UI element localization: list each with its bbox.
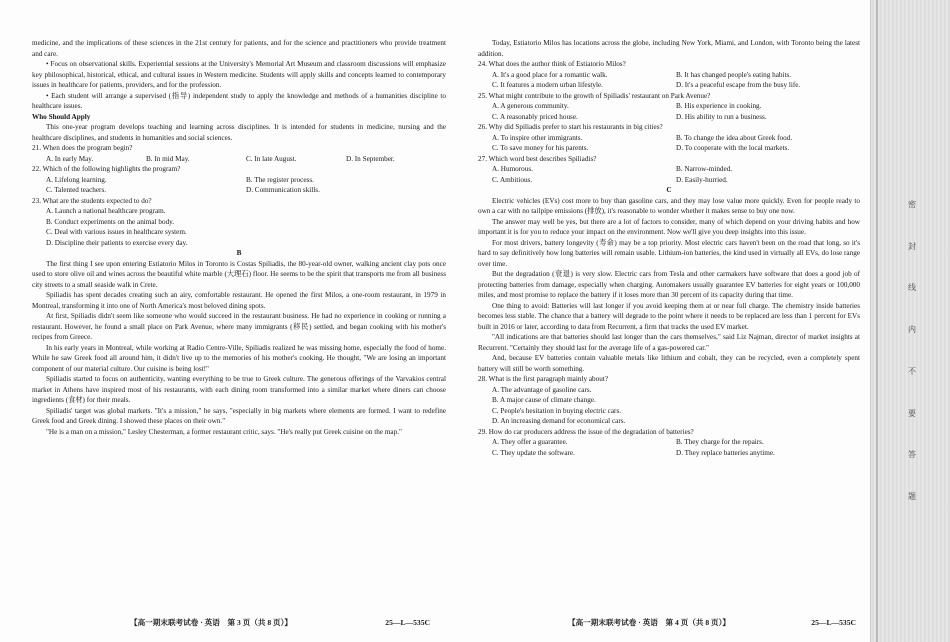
passage-b: [32, 259, 446, 438]
question-stem: 22. Which of the following highlights the program?: [32, 165, 181, 173]
section-b-heading: B: [236, 249, 242, 257]
seal-char: 密: [907, 200, 917, 208]
question-stem: 27. Which word best describes Spiliadis?: [478, 154, 597, 163]
option-b: B. Narrow-minded.: [676, 165, 733, 173]
who-should-apply-text: This one-year program develops teaching and learning across disciplines. It is intended for students in medicine, nursing and the healthcare disciplines, and students in humanities and social sciences.: [32, 123, 446, 142]
option-b: B. A major cause of climate change.: [492, 396, 596, 404]
passage-c-paragraph: "All indications are that batteries should last longer than the cars themselves," said Liz Najman, director of market insights at Recurrent. "Certainly they should last for the average life of a gas-powered car.": [478, 333, 860, 352]
option-d: D. It's a peaceful escape from the busy life.: [676, 81, 801, 89]
passage-b-paragraph: Spiliadis' target was global markets. "It's a mission," he says, "especially in big markets where elements are formed. I want to redefine Greek food and Greek dining. I showed these places on their own.": [32, 406, 446, 425]
passage-a-intro: [32, 38, 446, 112]
question-25: [478, 91, 860, 123]
option-a: A. The advantage of gasoline cars.: [492, 385, 592, 394]
options-list: [478, 437, 860, 458]
question-block-b: [478, 59, 860, 185]
options-list: [478, 164, 860, 185]
footer-exam-title: 【高一期末联考试卷 · 英语 第 3 页（共 8 页）】: [130, 617, 292, 627]
question-stem: 29. How do car producers address the issue of the degradation of batteries?: [478, 427, 694, 436]
option-c: C. People's hesitation in buying electric cars.: [492, 406, 622, 415]
option-d: D. They replace batteries anytime.: [676, 448, 775, 457]
option-c: C. They update the software.: [492, 448, 575, 457]
option-a: A. Launch a national healthcare program.: [46, 207, 166, 215]
passage-b-paragraph: "He is a man on a mission," Lesley Chesterman, a former restaurant critic, says. "He's really put Greek cuisine on the map.": [46, 427, 402, 436]
section-c-heading: C: [666, 186, 672, 194]
seal-char: 不: [907, 366, 917, 375]
passage-c-paragraph: One thing to avoid: Batteries will last longer if you avoid keeping them at or near full charge. The chemistry inside batteries becomes less stable. The chance that a battery will degrade to the point where it needs to be replaced are less than 1 percent for EVs built in 2016 or later, according to data from Recurrent, a firm that tracks the used EV market.: [478, 301, 860, 331]
intro-paragraph-1: medicine, and the implications of these sciences in the 21st century for patients, and for the science and practitioners who provide treatment and care.: [32, 39, 446, 58]
options-list: [32, 154, 446, 165]
option-a: A. In early May.: [46, 154, 94, 163]
options-list: [32, 175, 446, 196]
question-stem: 28. What is the first paragraph mainly about?: [478, 375, 609, 383]
option-a: A. They offer a guarantee.: [492, 438, 568, 446]
question-stem: 23. What are the students expected to do?: [32, 196, 152, 205]
option-b: B. To change the idea about Greek food.: [676, 133, 793, 142]
question-block-a: [32, 143, 446, 248]
passage-b-paragraph: Spiliadis started to focus on authenticity, wanting everything to be true to Greek culture. The generous offerings of the Varvakios central market in Athens have inspired most of his restaurants, with each dining room transformed into a similar market where diners can choose ingredients (食材) for their meals.: [32, 375, 446, 404]
option-a: A. Humorous.: [492, 165, 533, 173]
option-d: D. An increasing demand for economical cars.: [492, 417, 626, 425]
passage-c-paragraph: For most drivers, battery longevity (寿命) may be a top priority. Most electric cars haven't been on the road that long, so it's hard to say definitively how long batteries will remain usable. Lithium-ion batteries, the kind used in virtually all EVs, do lose range over time.: [478, 238, 860, 268]
exam-page-3: [0, 0, 458, 642]
options-list: [478, 133, 860, 154]
option-b: B. They charge for the repairs.: [676, 438, 764, 446]
intro-paragraph-2: • Focus on observational skills. Experiential sessions at the University's Memorial Art Museum and classroom discussions will emphasize key philosophical, historical, ethical, and cultural issues in Western medicine. Students will apply skills and concepts learned to contemporary issues in healthcare for patients, providers, and for the profession.: [32, 60, 446, 89]
passage-b-paragraph: At first, Spiliadis didn't seem like someone who would succeed in the restaurant business. He had no experience in cooking or running a restaurant. However, he found a small place on Park Avenue, where many immigrants (移民) settled, and began cooking with his mother's recipes from Greece.: [32, 312, 446, 341]
question-block-c: [478, 374, 860, 458]
option-b: B. It has changed people's eating habits.: [676, 70, 792, 79]
intro-paragraph-3: • Each student will arrange a supervised (指导) independent study to apply the knowledge and methods of a humanities discipline to healthcare issues.: [32, 91, 446, 110]
footer-exam-title: 【高一期末联考试卷 · 英语 第 4 页（共 8 页）】: [568, 617, 730, 627]
option-c: C. Talented teachers.: [46, 186, 107, 194]
question-29: [478, 427, 860, 459]
option-d: D. In September.: [346, 154, 395, 163]
option-a: A. Lifelong learning.: [46, 175, 107, 184]
seal-char: 封: [907, 241, 917, 250]
option-b: B. In mid May.: [146, 154, 190, 163]
question-stem: 25. What might contribute to the growth of Spiliadis' restaurant on Park Avenue?: [478, 91, 711, 100]
passage-c-paragraph: And, because EV batteries contain valuable metals like lithium and cobalt, they can be recycled, even a completely spent battery will still be worth something.: [478, 354, 860, 373]
passage-b-paragraph: In his early years in Montreal, while working at Radio Centre-Ville, Spiliadis realized he was missing home, especially the food of home. While he saw Greek food all around him, it didn't live up to the memories of his mother's cooking. He thought, "We are losing an important component of our material culture. Our cuisine is being lost!": [32, 343, 446, 373]
passage-b-closing: Today, Estiatorio Milos has locations across the globe, including New York, Miami, and London, with Toronto being the latest addition.: [478, 39, 860, 58]
question-stem: 26. Why did Spiliadis prefer to start his restaurants in big cities?: [478, 123, 663, 131]
binding-line: [876, 0, 878, 642]
question-24: [478, 59, 860, 91]
question-23: [32, 196, 446, 249]
passage-c-paragraph: The answer may well be yes, but there are a lot of factors to consider, many of which depend on your driving habits and how important it is for you to reduce your impact on the environment. Now we'll give you deep insights into this issue.: [478, 217, 860, 236]
question-stem: 21. When does the program begin?: [32, 144, 133, 152]
option-a: A. It's a good place for a romantic walk.: [492, 70, 608, 79]
option-d: D. Easily-hurried.: [676, 175, 728, 184]
exam-page-4: [458, 0, 870, 642]
question-21: [32, 143, 446, 164]
question-27: [478, 154, 860, 186]
option-a: A. A generous community.: [492, 102, 569, 110]
question-28: [478, 374, 860, 427]
seal-char: 题: [907, 491, 917, 500]
options-list: [32, 206, 446, 248]
option-d: D. To cooperate with the local markets.: [676, 144, 790, 152]
option-c: C. Deal with various issues in healthcare system.: [46, 228, 187, 236]
option-b: B. Conduct experiments on the animal body.: [46, 217, 175, 226]
seal-char: 内: [907, 325, 917, 334]
passage-c: [478, 196, 860, 375]
who-should-apply-heading: Who Should Apply: [32, 112, 91, 121]
passage-c-paragraph: But the degradation (衰退) is very slow. Electric cars from Tesla and other carmakers have software that does a good job of protecting batteries from damage, especially when charging. Automakers usually guarantee EV batteries for eight years or 100,000 miles, and most promise to replace the battery if it loses more than 30 percent of its capacity during that time.: [478, 270, 860, 299]
passage-b-paragraph: Spiliadis has spent decades creating such an airy, comfortable restaurant. He opened the first Milos, a one-room restaurant, in 1979 in Montreal, transforming it into one of North America's most beloved dining spots.: [32, 291, 446, 310]
question-22: [32, 164, 446, 196]
question-stem: 24. What does the author think of Estiatorio Milos?: [478, 60, 626, 68]
question-26: [478, 122, 860, 154]
option-c: C. A reasonably priced house.: [492, 112, 578, 121]
seal-notice: [905, 200, 919, 500]
option-c: C. It features a modern urban lifestyle.: [492, 81, 603, 89]
option-c: C. To save money for his parents.: [492, 144, 589, 152]
option-b: B. The register process.: [246, 175, 314, 184]
option-a: A. To inspire other immigrants.: [492, 133, 583, 142]
page-footer: [0, 618, 458, 629]
options-list: [478, 70, 860, 91]
options-list: [478, 385, 860, 427]
seal-char: 答: [907, 450, 917, 459]
passage-c-paragraph: Electric vehicles (EVs) cost more to buy than gasoline cars, and they may lose value more quickly. Even for people ready to own a car with no tailpipe emissions (排放), it's reasonable to wonder whether it makes sense to buy one now.: [478, 196, 860, 215]
passage-b-paragraph: The first thing I see upon entering Estiatorio Milos in Toronto is Costas Spiliadis, the 80-year-old owner, walking ancient clay pots once used to store olive oil and wines across the beautiful white marble (大理石) floor. He seems to be the spirit that transports me from all business city streets to a small seaside walk in Crete.: [32, 259, 446, 289]
option-d: D. His ability to run a business.: [676, 112, 767, 121]
option-c: C. In late August.: [246, 154, 297, 163]
seal-char: 要: [907, 408, 917, 417]
footer-code: 25—L—535C: [385, 617, 430, 627]
page-footer: [458, 618, 870, 629]
options-list: [478, 101, 860, 122]
option-d: D. Communication skills.: [246, 186, 320, 194]
option-b: B. His experience in cooking.: [676, 102, 762, 110]
footer-code: 25—L—535C: [811, 617, 856, 627]
option-d: D. Discipline their patients to exercise every day.: [46, 238, 188, 247]
option-c: C. Ambitious.: [492, 175, 533, 184]
seal-char: 线: [907, 283, 917, 292]
